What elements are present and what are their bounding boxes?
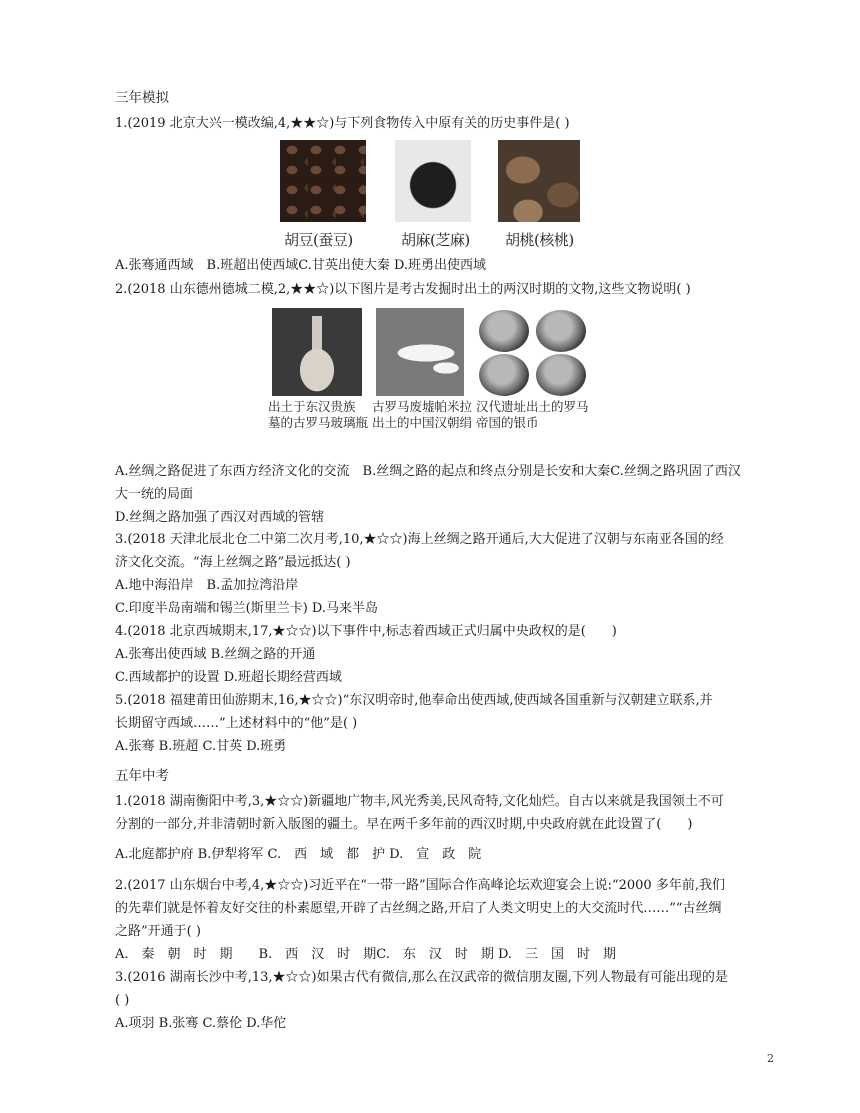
section-title-three-year: 三年模拟: [115, 90, 169, 106]
caption-silver-coins: 汉代遗址出土的罗马 帝国的银币: [476, 399, 589, 430]
walnut-photo: [498, 140, 580, 222]
z3-stem-line2: ( ): [115, 993, 130, 1008]
q5-stem-line1: 5.(2018 福建莆田仙游期末,16,★☆☆)“东汉明帝时,他奉命出使西域,使西域各国重新与汉朝建立联系,并: [115, 693, 713, 708]
z1-stem-line2: 分割的一部分,并非清朝时新入版图的疆土。早在两千多年前的西汉时期,中央政府就在此设置了( ): [115, 817, 693, 832]
sesame-photo: [395, 140, 471, 222]
caption-sesame: 胡麻(芝麻): [401, 231, 470, 249]
q3-stem-line1: 3.(2018 天津北辰北仓二中第二次月考,10,★☆☆)海上丝绸之路开通后,大大促进了汉朝与东南亚各国的经: [115, 532, 724, 547]
q4-options-line2: C.西域都护的设置 D.班超长期经营西域: [115, 670, 342, 685]
q3-stem-line2: 济文化交流。“海上丝绸之路”最远抵达( ): [115, 555, 351, 570]
z3-options: A.项羽 B.张骞 C.蔡伦 D.华佗: [115, 1016, 287, 1031]
q5-options: A.张骞 B.班超 C.甘英 D.班勇: [115, 739, 287, 754]
z2-options: A. 秦 朝 时 期 B. 西 汉 时 期C. 东 汉 时 期 D. 三 国 时 期: [115, 947, 617, 962]
caption-han-silk: 古罗马废墟帕米拉 出土的中国汉朝绢: [372, 399, 473, 430]
q2-stem: 2.(2018 山东德州德城二模,2,★★☆)以下图片是考古发掘时出土的两汉时期的文物,这些文物说明( ): [115, 282, 691, 297]
q5-stem-line2: 长期留守西域……”上述材料中的“他”是( ): [115, 716, 358, 731]
q2-options-line1: A.丝绸之路促进了东西方经济文化的交流 B.丝绸之路的起点和终点分别是长安和大秦C.丝绸之路巩固了西汉: [115, 464, 741, 479]
z2-stem-line3: 之路”开通于( ): [115, 924, 201, 939]
z2-stem-line2: 的先辈们就是怀着友好交往的朴素愿望,开辟了古丝绸之路,开启了人类文明史上的大交流时代……”“古丝绸: [115, 901, 722, 916]
page-number: 2: [767, 1052, 774, 1065]
caption-broad-bean: 胡豆(蚕豆): [284, 231, 353, 249]
broad-bean-photo: [280, 140, 366, 222]
q1-options: A.张骞通西域 B.班超出使西域C.甘英出使大秦 D.班勇出使西域: [115, 258, 487, 273]
q4-stem: 4.(2018 北京西城期末,17,★☆☆)以下事件中,标志着西域正式归属中央政权的是( ): [115, 624, 617, 639]
coin-2: [536, 310, 586, 352]
q2-options-line2: 大一统的局面: [115, 487, 194, 502]
coin-1: [479, 310, 529, 352]
han-silk-photo: [376, 308, 464, 396]
q1-stem: 1.(2019 北京大兴一模改编,4,★★☆)与下列食物传入中原有关的历史事件是( ): [115, 116, 570, 131]
z3-stem-line1: 3.(2016 湖南长沙中考,13,★☆☆)如果古代有微信,那么在汉武帝的微信朋友圈,下列人物最有可能出现的是: [115, 970, 728, 985]
roman-silver-coins-photo: [476, 308, 588, 396]
z1-stem-line1: 1.(2018 湖南衡阳中考,3,★☆☆)新疆地广物丰,风光秀美,民风奇特,文化灿烂。自古以来就是我国领土不可: [115, 794, 724, 809]
coin-3: [479, 354, 529, 396]
caption-walnut: 胡桃(核桃): [505, 231, 574, 249]
caption-glass-bottle: 出土于东汉贵族 墓的古罗马玻璃瓶: [268, 399, 369, 430]
coin-4: [536, 354, 586, 396]
q3-options-line1: A.地中海沿岸 B.孟加拉湾沿岸: [115, 578, 299, 593]
q2-options-line3: D.丝绸之路加强了西汉对西域的管辖: [115, 510, 325, 525]
q4-options-line1: A.张骞出使西域 B.丝绸之路的开通: [115, 647, 316, 662]
z2-stem-line1: 2.(2017 山东烟台中考,4,★☆☆)习近平在“一带一路”国际合作高峰论坛欢迎宴会上说:“2000 多年前,我们: [115, 878, 725, 893]
section-title-five-year: 五年中考: [115, 768, 169, 784]
roman-glass-bottle-photo: [272, 308, 362, 396]
q3-options-line2: C.印度半岛南端和锡兰(斯里兰卡) D.马来半岛: [115, 601, 378, 616]
z1-options: A.北庭都护府 B.伊犁将军 C. 西 域 都 护 D. 宣 政 院: [115, 847, 482, 862]
